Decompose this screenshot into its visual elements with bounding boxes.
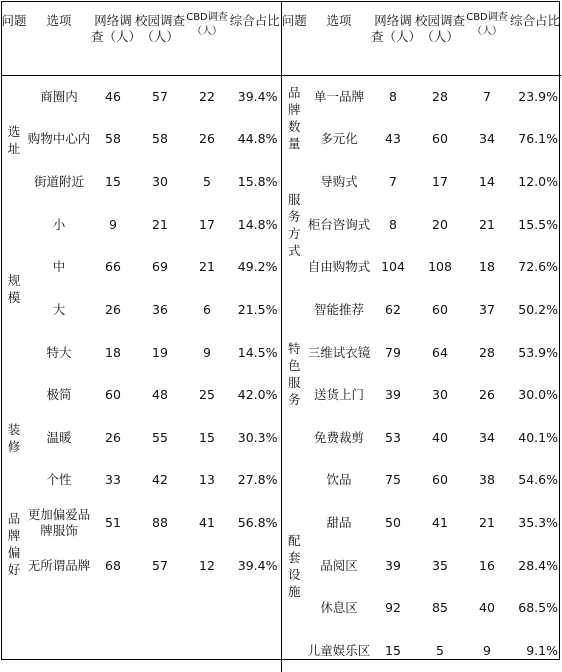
campus-count: 69 xyxy=(135,246,185,289)
empty-cell xyxy=(91,587,135,630)
share-percent: 23.9% xyxy=(509,76,561,119)
cbd-count: 25 xyxy=(185,374,229,417)
share-percent: 9.1% xyxy=(509,630,561,672)
cbd-count: 34 xyxy=(465,417,509,460)
network-count: 68 xyxy=(91,544,135,587)
option-cell xyxy=(27,289,91,332)
campus-count: 35 xyxy=(415,544,465,587)
network-count: 51 xyxy=(91,502,135,545)
header-network-left: 网络调查（人） xyxy=(91,1,135,76)
option-cell xyxy=(27,76,91,119)
network-count: 66 xyxy=(91,246,135,289)
option-cell xyxy=(27,374,91,417)
option-label: 特大 xyxy=(27,345,91,361)
header-option-left: 选项 xyxy=(27,1,91,76)
empty-cell xyxy=(1,587,27,630)
cbd-count: 7 xyxy=(465,76,509,119)
share-percent: 12.0% xyxy=(509,161,561,204)
cbd-count: 40 xyxy=(465,587,509,630)
option-label: 饮品 xyxy=(307,472,371,488)
share-percent: 40.1% xyxy=(509,417,561,460)
cbd-count: 28 xyxy=(465,331,509,374)
option-label: 甜品 xyxy=(307,515,371,531)
option-label: 自由购物式 xyxy=(307,259,371,275)
network-count: 104 xyxy=(371,246,415,289)
share-percent: 35.3% xyxy=(509,502,561,545)
network-count: 15 xyxy=(91,161,135,204)
empty-cell xyxy=(185,630,229,672)
share-percent: 76.1% xyxy=(509,118,561,161)
empty-cell xyxy=(185,587,229,630)
option-cell xyxy=(307,161,371,204)
option-cell xyxy=(27,502,91,545)
network-count: 58 xyxy=(91,118,135,161)
table-row xyxy=(1,459,561,502)
option-cell xyxy=(307,331,371,374)
campus-count: 30 xyxy=(135,161,185,204)
share-percent: 15.5% xyxy=(509,203,561,246)
cbd-count: 9 xyxy=(185,331,229,374)
survey-body xyxy=(1,76,561,672)
empty-cell xyxy=(135,587,185,630)
option-cell xyxy=(27,417,91,460)
option-label: 商圈内 xyxy=(27,89,91,105)
cbd-count: 34 xyxy=(465,118,509,161)
option-label: 智能推荐 xyxy=(307,302,371,318)
share-percent: 14.8% xyxy=(229,203,281,246)
option-cell xyxy=(307,630,371,672)
option-cell xyxy=(27,459,91,502)
right-category-label: 配套设施 xyxy=(287,532,301,600)
left-category-label: 品牌偏好 xyxy=(7,510,21,578)
cbd-count: 9 xyxy=(465,630,509,672)
network-count: 46 xyxy=(91,76,135,119)
option-cell xyxy=(307,417,371,460)
option-label: 免费裁剪 xyxy=(307,430,371,446)
network-count: 18 xyxy=(91,331,135,374)
header-cbd-left: CBD调查（人） xyxy=(185,1,229,76)
share-percent: 14.5% xyxy=(229,331,281,374)
option-label: 无所谓品牌 xyxy=(27,558,91,574)
cbd-count: 6 xyxy=(185,289,229,332)
header-question-right: 问题 xyxy=(281,1,307,76)
campus-count: 55 xyxy=(135,417,185,460)
share-percent: 27.8% xyxy=(229,459,281,502)
network-count: 26 xyxy=(91,289,135,332)
header-question-left: 问题 xyxy=(1,1,27,76)
left-category-label: 装修 xyxy=(7,421,21,455)
cbd-count: 17 xyxy=(185,203,229,246)
cbd-count: 41 xyxy=(185,502,229,545)
option-label: 三维试衣镜 xyxy=(307,345,371,361)
campus-count: 30 xyxy=(415,374,465,417)
campus-count: 40 xyxy=(415,417,465,460)
share-percent: 28.4% xyxy=(509,544,561,587)
option-label: 送货上门 xyxy=(307,387,371,403)
share-percent: 56.8% xyxy=(229,502,281,545)
header-network-right: 网络调查（人） xyxy=(371,1,415,76)
cbd-count: 21 xyxy=(185,246,229,289)
share-percent: 54.6% xyxy=(509,459,561,502)
cbd-count: 26 xyxy=(465,374,509,417)
option-label: 购物中心内 xyxy=(27,131,91,147)
cbd-count: 13 xyxy=(185,459,229,502)
option-cell xyxy=(307,118,371,161)
empty-cell xyxy=(1,630,27,672)
empty-cell xyxy=(27,630,91,672)
share-percent: 21.5% xyxy=(229,289,281,332)
share-percent: 53.9% xyxy=(509,331,561,374)
share-percent: 30.0% xyxy=(509,374,561,417)
cbd-count: 16 xyxy=(465,544,509,587)
network-count: 9 xyxy=(91,203,135,246)
share-percent: 72.6% xyxy=(509,246,561,289)
network-count: 8 xyxy=(371,203,415,246)
right-category-label: 特色服务 xyxy=(287,340,301,408)
campus-count: 58 xyxy=(135,118,185,161)
left-category-label: 选址 xyxy=(7,123,21,157)
right-category-label: 品牌数量 xyxy=(287,84,301,152)
right-category-cell xyxy=(281,459,307,672)
share-percent: 39.4% xyxy=(229,76,281,119)
network-count: 15 xyxy=(371,630,415,672)
network-count: 7 xyxy=(371,161,415,204)
option-cell xyxy=(27,203,91,246)
option-cell xyxy=(27,118,91,161)
option-cell xyxy=(307,502,371,545)
option-label: 温暖 xyxy=(27,430,91,446)
option-label: 单一品牌 xyxy=(307,89,371,105)
option-label: 中 xyxy=(27,259,91,275)
cbd-count: 5 xyxy=(185,161,229,204)
option-label: 柜台咨询式 xyxy=(307,217,371,233)
network-count: 39 xyxy=(371,544,415,587)
share-percent: 15.8% xyxy=(229,161,281,204)
cbd-count: 38 xyxy=(465,459,509,502)
header-campus-left: 校园调查（人） xyxy=(135,1,185,76)
campus-count: 19 xyxy=(135,331,185,374)
option-label: 品阅区 xyxy=(307,558,371,574)
network-count: 8 xyxy=(371,76,415,119)
header-share-right: 综合占比 xyxy=(509,1,561,76)
option-cell xyxy=(27,161,91,204)
share-percent: 44.8% xyxy=(229,118,281,161)
option-cell xyxy=(27,246,91,289)
campus-count: 64 xyxy=(415,331,465,374)
header-cbd-right: CBD调查（人） xyxy=(465,1,509,76)
campus-count: 60 xyxy=(415,118,465,161)
option-label: 街道附近 xyxy=(27,174,91,190)
option-cell xyxy=(307,246,371,289)
campus-count: 48 xyxy=(135,374,185,417)
option-cell xyxy=(27,544,91,587)
cbd-count: 26 xyxy=(185,118,229,161)
share-percent: 50.2% xyxy=(509,289,561,332)
empty-cell xyxy=(91,630,135,672)
option-cell xyxy=(307,289,371,332)
option-label: 个性 xyxy=(27,472,91,488)
left-category-cell xyxy=(1,374,27,502)
empty-cell xyxy=(27,587,91,630)
campus-count: 17 xyxy=(415,161,465,204)
left-category-cell xyxy=(1,76,27,204)
cbd-count: 37 xyxy=(465,289,509,332)
campus-count: 36 xyxy=(135,289,185,332)
campus-count: 57 xyxy=(135,544,185,587)
cbd-count: 18 xyxy=(465,246,509,289)
empty-cell xyxy=(229,630,281,672)
option-label: 大 xyxy=(27,302,91,318)
network-count: 60 xyxy=(91,374,135,417)
share-percent: 39.4% xyxy=(229,544,281,587)
option-label: 儿童娱乐区 xyxy=(307,643,371,659)
network-count: 50 xyxy=(371,502,415,545)
campus-count: 60 xyxy=(415,289,465,332)
campus-count: 20 xyxy=(415,203,465,246)
option-label: 多元化 xyxy=(307,131,371,147)
table-row xyxy=(1,76,561,119)
option-cell xyxy=(307,76,371,119)
share-percent: 68.5% xyxy=(509,587,561,630)
network-count: 33 xyxy=(91,459,135,502)
header-row xyxy=(1,1,561,76)
empty-cell xyxy=(229,587,281,630)
share-percent: 30.3% xyxy=(229,417,281,460)
table-row xyxy=(1,289,561,332)
campus-count: 28 xyxy=(415,76,465,119)
network-count: 39 xyxy=(371,374,415,417)
campus-count: 88 xyxy=(135,502,185,545)
campus-count: 85 xyxy=(415,587,465,630)
share-percent: 42.0% xyxy=(229,374,281,417)
option-label: 更加偏爱品牌服饰 xyxy=(27,507,91,539)
campus-count: 41 xyxy=(415,502,465,545)
network-count: 92 xyxy=(371,587,415,630)
right-category-cell xyxy=(281,76,307,161)
cbd-count: 14 xyxy=(465,161,509,204)
campus-count: 21 xyxy=(135,203,185,246)
network-count: 62 xyxy=(371,289,415,332)
right-category-label: 服务方式 xyxy=(287,191,301,259)
network-count: 26 xyxy=(91,417,135,460)
network-count: 75 xyxy=(371,459,415,502)
header-share-left: 综合占比 xyxy=(229,1,281,76)
left-category-label: 规模 xyxy=(7,272,21,306)
option-cell xyxy=(307,459,371,502)
left-category-cell xyxy=(1,203,27,374)
option-label: 休息区 xyxy=(307,600,371,616)
option-cell xyxy=(27,331,91,374)
cbd-count: 21 xyxy=(465,203,509,246)
campus-count: 57 xyxy=(135,76,185,119)
left-category-cell xyxy=(1,502,27,587)
empty-cell xyxy=(135,630,185,672)
option-cell xyxy=(307,374,371,417)
network-count: 79 xyxy=(371,331,415,374)
cbd-count: 15 xyxy=(185,417,229,460)
campus-count: 60 xyxy=(415,459,465,502)
cbd-count: 22 xyxy=(185,76,229,119)
campus-count: 42 xyxy=(135,459,185,502)
option-cell xyxy=(307,203,371,246)
share-percent: 49.2% xyxy=(229,246,281,289)
option-label: 极简 xyxy=(27,387,91,403)
option-label: 小 xyxy=(27,217,91,233)
network-count: 43 xyxy=(371,118,415,161)
right-category-cell xyxy=(281,161,307,289)
campus-count: 5 xyxy=(415,630,465,672)
campus-count: 108 xyxy=(415,246,465,289)
right-category-cell xyxy=(281,289,307,460)
cbd-count: 21 xyxy=(465,502,509,545)
option-cell xyxy=(307,544,371,587)
cbd-count: 12 xyxy=(185,544,229,587)
option-label: 导购式 xyxy=(307,174,371,190)
table-row xyxy=(1,161,561,204)
network-count: 53 xyxy=(371,417,415,460)
option-cell xyxy=(307,587,371,630)
header-campus-right: 校园调查（人） xyxy=(415,1,465,76)
header-option-right: 选项 xyxy=(307,1,371,76)
survey-table xyxy=(1,1,561,672)
